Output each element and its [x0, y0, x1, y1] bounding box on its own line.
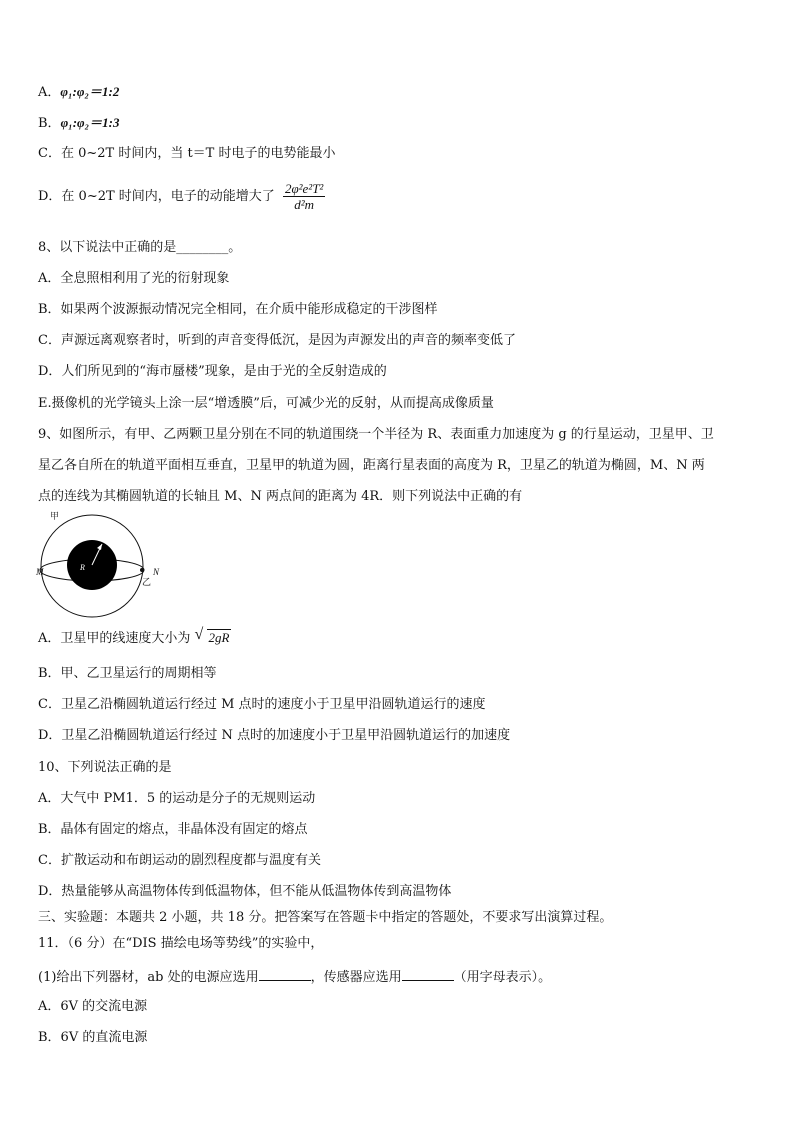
fraction	[283, 181, 325, 212]
q8-stem: 8、以下说法中正确的是________。	[38, 240, 242, 255]
fraction-denominator: d²m	[294, 197, 315, 212]
q10-stem: 10、下列说法正确的是	[38, 760, 172, 775]
q8-option-b: B．如果两个波源振动情况完全相同，在介质中能形成稳定的干涉图样	[38, 302, 438, 317]
radicand: 2gR	[208, 630, 230, 645]
q11-option-a: A．6V 的交流电源	[38, 999, 148, 1014]
q8-option-a: A．全息照相利用了光的衍射现象	[38, 271, 230, 286]
q8-option-e: E.摄像机的光学镜头上涂一层“增透膜”后，可减少光的反射，从而提高成像质量	[38, 396, 494, 411]
q10-option-b: B．晶体有固定的熔点，非晶体没有固定的熔点	[38, 822, 308, 837]
sub-question-text: ，传感器应选用	[310, 970, 402, 985]
q9-stem-line1: 9、如图所示，有甲、乙两颗卫星分别在不同的轨道围绕一个半径为 R、表面重力加速度为 g 的行星运动，卫星甲、卫	[38, 427, 714, 442]
q11-sub1	[38, 968, 551, 986]
label-yi: 乙	[142, 577, 152, 587]
q9-option-c: C．卫星乙沿椭圆轨道运行经过 M 点时的速度小于卫星甲沿圆轨道运行的速度	[38, 697, 486, 712]
satellite-yi	[140, 568, 144, 572]
q9-stem-line2: 星乙各自所在的轨道平面相互垂直，卫星甲的轨道为圆，距离行星表面的高度为 R，卫星乙的轨道为椭圆，M、N 两	[38, 458, 705, 473]
option-text: A．卫星甲的线速度大小为	[38, 631, 191, 646]
answer-blank[interactable]	[259, 968, 311, 981]
label-jia: 甲	[50, 511, 60, 521]
option-label: A．	[38, 85, 61, 100]
option-label: B．	[38, 116, 61, 131]
q9-option-d: D．卫星乙沿椭圆轨道运行经过 N 点时的加速度小于卫星甲沿圆轨道运行的加速度	[38, 728, 511, 743]
option-expression: φ₁:φ₂＝1:3	[60, 115, 120, 130]
answer-blank[interactable]	[402, 968, 454, 981]
q11-option-b: B．6V 的直流电源	[38, 1030, 148, 1045]
q8-option-d: D．人们所见到的“海市蜃楼”现象，是由于光的全反射造成的	[38, 364, 387, 379]
square-root	[194, 626, 232, 646]
section-heading: 三、实验题：本题共 2 小题，共 18 分。把答案写在答题卡中指定的答题处，不要求写出演算过程。	[38, 910, 613, 925]
q9-option-b: B．甲、乙卫星运行的周期相等	[38, 666, 217, 681]
label-r: R	[80, 563, 85, 572]
q9-stem-line3: 点的连线为其椭圆轨道的长轴且 M、N 两点间的距离为 4R．则下列说法中正确的有	[38, 489, 523, 504]
label-n: N	[153, 567, 160, 577]
sub-question-text: （用字母表示）。	[453, 970, 552, 985]
q10-option-d: D．热量能够从高温物体传到低温物体，但不能从低温物体传到高温物体	[38, 884, 452, 899]
sub-question-text: (1)给出下列器材，ab 处的电源应选用	[38, 970, 259, 985]
q7-option-a	[38, 84, 119, 101]
label-m: M	[36, 567, 44, 577]
q7-option-d	[38, 181, 325, 212]
q10-option-a: A．大气中 PM1．5 的运动是分子的无规则运动	[38, 791, 316, 806]
orbit-figure	[34, 508, 174, 618]
q9-option-a	[38, 626, 231, 647]
q7-option-b	[38, 115, 120, 132]
q10-option-c: C．扩散运动和布朗运动的剧烈程度都与温度有关	[38, 853, 321, 868]
fraction-numerator: 2φ²e²T²	[284, 181, 324, 196]
q7-option-c: C．在 0~2T 时间内，当 t＝T 时电子的电势能最小	[38, 146, 336, 161]
option-expression: φ₁:φ₂＝1:2	[60, 84, 120, 99]
q11-stem: 11．（6 分）在“DIS 描绘电场等势线”的实验中，	[38, 936, 324, 951]
q8-option-c: C．声源远离观察者时，听到的声音变得低沉，是因为声源发出的声音的频率变低了	[38, 333, 516, 348]
option-text: D．在 0~2T 时间内，电子的动能增大了	[38, 189, 275, 204]
radical-sign: √	[194, 626, 204, 643]
